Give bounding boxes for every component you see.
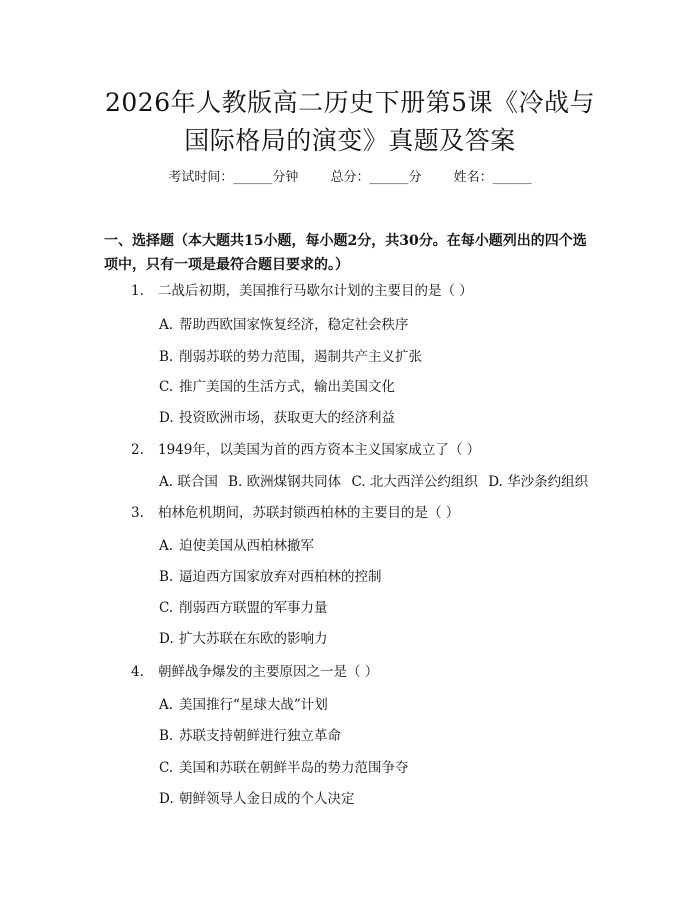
option-letter: A.: [159, 317, 174, 333]
option-text: 帮助西欧国家恢复经济，稳定社会秩序: [179, 317, 409, 333]
option-text: 朝鲜领导人金日成的个人决定: [179, 791, 355, 807]
options-2-inline: [159, 472, 594, 492]
question-text: 1949年，以美国为首的西方资本主义国家成立了（ ）: [158, 442, 481, 458]
question-2: [131, 440, 480, 460]
option-text: 苏联支持朝鲜进行独立革命: [179, 728, 341, 744]
option-letter: A.: [159, 538, 174, 554]
option-2b: [228, 474, 341, 490]
option-text: 削弱西方联盟的军事力量: [179, 600, 328, 616]
option-letter: A.: [159, 474, 174, 490]
option-text: 华沙条约组织: [507, 474, 589, 490]
option-letter: C.: [159, 600, 174, 616]
option-1d: [159, 408, 395, 428]
option-text: 美国和苏联在朝鲜半岛的势力范围争夺: [179, 760, 409, 776]
option-letter: A.: [159, 697, 174, 713]
option-3a: [159, 536, 314, 556]
total-score-field: 总分：______分: [330, 170, 422, 185]
option-2a: [159, 474, 218, 490]
option-text: 美国推行“星球大战”计划: [179, 697, 328, 713]
option-2d: [488, 474, 588, 490]
section-heading-line-1: 一、选择题（本大题共15小题，每小题2分，共30分。在每小题列出的四个选: [104, 233, 587, 249]
question-1: [131, 281, 473, 301]
option-text: 联合国: [177, 474, 218, 490]
option-letter: D.: [159, 791, 174, 807]
question-text: 柏林危机期间，苏联封锁西柏林的主要目的是（ ）: [158, 505, 460, 521]
option-letter: B.: [228, 474, 243, 490]
option-text: 投资欧洲市场，获取更大的经济利益: [179, 410, 395, 426]
option-4d: [159, 789, 355, 809]
option-2c: [351, 474, 477, 490]
option-text: 欧洲煤钢共同体: [246, 474, 342, 490]
question-text: 朝鲜战争爆发的主要原因之一是（ ）: [158, 664, 379, 680]
option-3d: [159, 629, 328, 649]
option-text: 迫使美国从西柏林撤军: [179, 538, 314, 554]
exam-time-field: 考试时间：______分钟: [168, 170, 299, 185]
option-4a: [159, 695, 328, 715]
student-name-field: 姓名：______: [453, 170, 532, 185]
title-line-1: 2026年人教版高二历史下册第5课《冷战与: [104, 88, 596, 117]
question-number: 2.: [131, 442, 144, 458]
option-letter: D.: [159, 410, 174, 426]
document-title: [60, 84, 640, 160]
option-3b: [159, 567, 382, 587]
option-letter: B.: [159, 569, 174, 585]
question-4: [131, 662, 378, 682]
option-text: 逼迫西方国家放弃对西柏林的控制: [179, 569, 382, 585]
option-1b: [159, 347, 422, 367]
question-text: 二战后初期，美国推行马歇尔计划的主要目的是（ ）: [158, 283, 473, 299]
option-letter: D.: [159, 631, 174, 647]
option-4b: [159, 726, 341, 746]
section-heading: [104, 229, 604, 277]
option-1c: [159, 377, 395, 397]
option-letter: C.: [159, 379, 174, 395]
option-text: 北大西洋公约组织: [369, 474, 478, 490]
option-1a: [159, 315, 409, 335]
title-line-2: 国际格局的演变》真题及答案: [184, 126, 516, 155]
question-number: 3.: [131, 505, 144, 521]
option-letter: C.: [351, 474, 366, 490]
question-number: 4.: [131, 664, 144, 680]
option-letter: B.: [159, 728, 174, 744]
option-3c: [159, 598, 328, 618]
exam-info: [0, 168, 700, 188]
option-text: 削弱苏联的势力范围，遏制共产主义扩张: [179, 349, 422, 365]
question-3: [131, 503, 459, 523]
question-number: 1.: [131, 283, 144, 299]
option-text: 扩大苏联在东欧的影响力: [179, 631, 328, 647]
option-letter: D.: [488, 474, 503, 490]
option-4c: [159, 758, 409, 778]
option-letter: B.: [159, 349, 174, 365]
option-text: 推广美国的生活方式，输出美国文化: [179, 379, 395, 395]
section-heading-line-2: 项中，只有一项是最符合题目要求的。）: [104, 257, 349, 273]
option-letter: C.: [159, 760, 174, 776]
